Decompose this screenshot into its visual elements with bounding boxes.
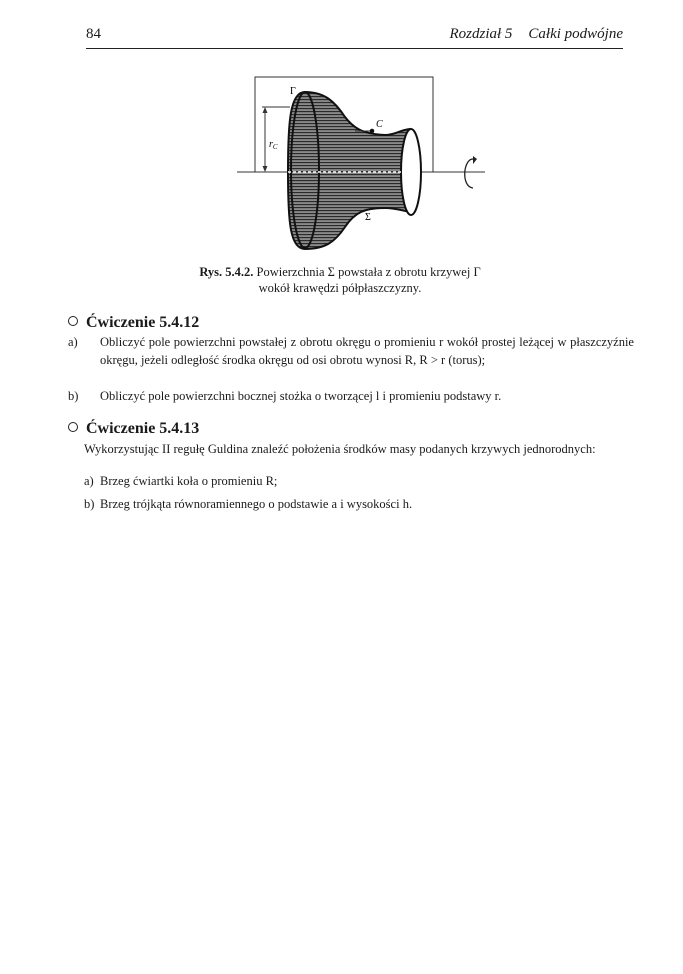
running-title — [449, 26, 623, 43]
caption-label: Rys. 5.4.2. — [199, 265, 254, 279]
circle-bullet-icon — [68, 422, 78, 432]
exercise-5-4-13-item-a: a) Brzeg ćwiartki koła o promieniu R; — [84, 474, 278, 488]
page-number: 84 — [86, 26, 101, 42]
caption-line-2: wokół krawędzi półpłaszczyzny. — [258, 281, 422, 295]
point-c-label: C — [376, 119, 383, 130]
exercise-5-4-13-intro: Wykorzystując II regułę Guldina znaleźć położenia środków masy podanych krzywych jednorodnych: — [84, 442, 596, 456]
circle-bullet-icon — [68, 316, 78, 326]
exercise-5-4-12-title: Ćwiczenie 5.4.12 — [68, 314, 199, 332]
exercise-5-4-13-item-b: b) Brzeg trójkąta równoramiennego o podstawie a i wysokości h. — [84, 497, 413, 511]
gamma-label: Γ — [290, 86, 296, 97]
figure-surface-of-revolution — [235, 72, 495, 257]
exercise-5-4-12-item-b: b) Obliczyć pole powierzchni bocznej stożka o tworzącej l i promieniu podstawy r. — [68, 389, 502, 403]
exercise-5-4-12-item-a: a) Obliczyć pole powierzchni powstałej z obrotu okręgu o promieniu r wokół prostej leżącej w płaszczyźnie okręgu, jeżeli odległość środka okręgu od osi obrotu wynosi R, R > r (torus); — [68, 335, 634, 367]
radius-label: $r_C$ — [269, 139, 278, 151]
chapter-label: Rozdział 5 — [449, 26, 513, 42]
exercise-5-4-13-title: Ćwiczenie 5.4.13 — [68, 420, 199, 438]
figure-caption — [150, 264, 530, 296]
sigma-label: Σ — [365, 212, 371, 223]
running-header — [86, 26, 623, 49]
chapter-title: Całki podwójne — [528, 26, 623, 42]
caption-line-1: Powierzchnia Σ powstała z obrotu krzywej Γ — [256, 265, 481, 279]
